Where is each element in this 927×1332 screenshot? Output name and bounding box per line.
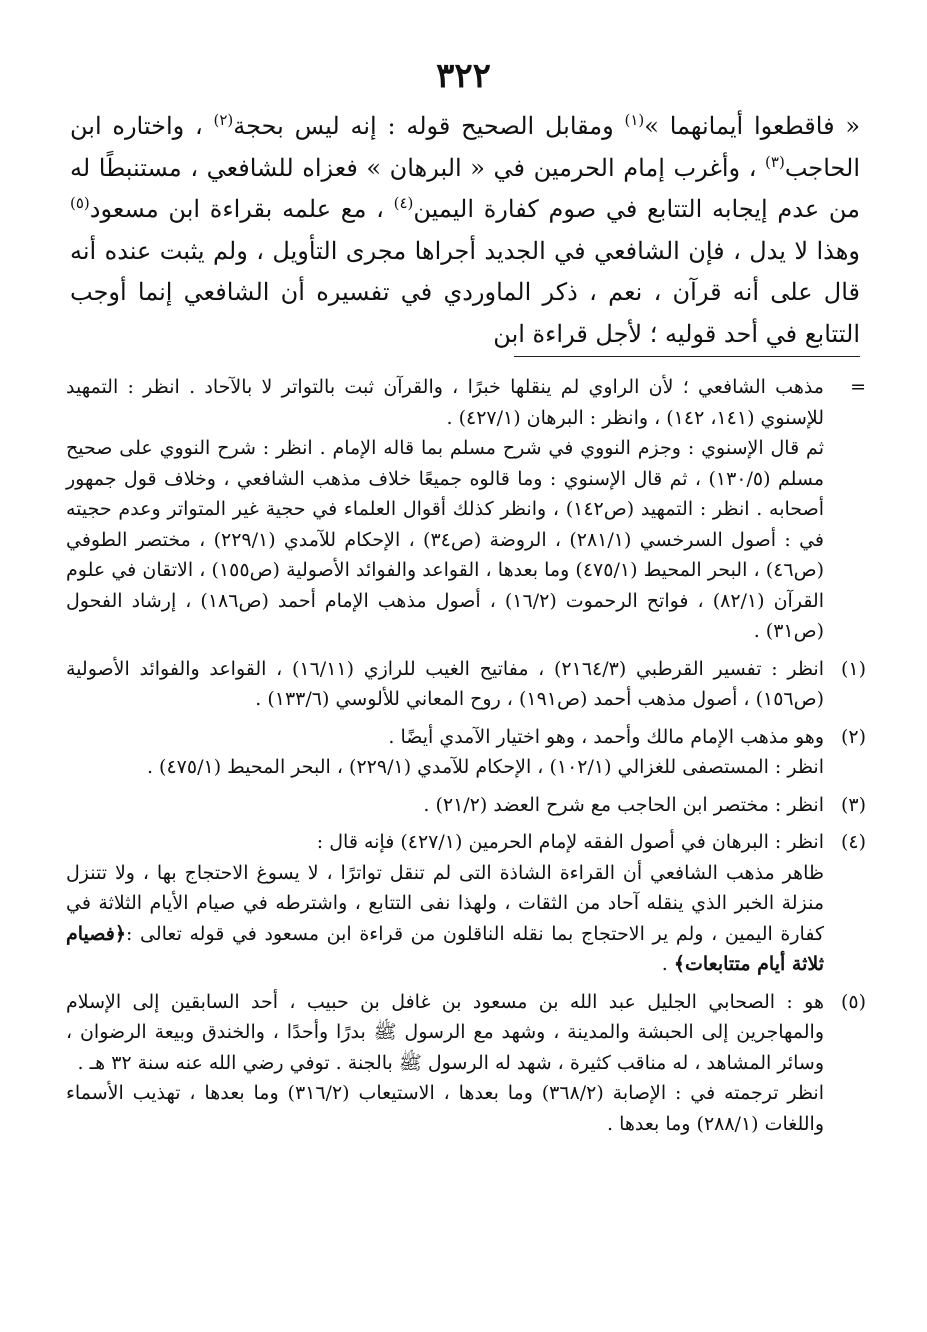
text-segment: « فاقطعوا أيمانهما »: [644, 112, 861, 140]
page-number: ٣٢٢: [436, 56, 491, 96]
footnote-text: انظر : البرهان في أصول الفقه لإمام الحرمين (٤٢٧/١) فإنه قال :: [316, 831, 824, 853]
footnote-continuation: [66, 372, 866, 647]
text-segment: ، وأغرب إمام الحرمين في « البرهان » فعزاه للشافعي ، مستنبطًا له من عدم إيجابه التتابع في صوم كفارة اليمين: [70, 153, 861, 223]
footnote-4: [66, 827, 866, 980]
text-segment: وهذا لا يدل ، فإن الشافعي في الجديد أجراها مجرى التأويل ، ولم يثبت عنده أنه قال على أنه قرآن ، نعم ، ذكر الماوردي في تفسيره أن الشافعي إنما أوجب التتابع في أحد قوليه ؛ لأجل قراءة ابن: [70, 236, 860, 348]
footnote-2: [66, 722, 866, 783]
footnote-number: (٥): [840, 990, 866, 1013]
footnote-number: (١): [840, 657, 866, 680]
footnote-ref-5[interactable]: (٥): [70, 194, 90, 212]
footnote-ref-3[interactable]: (٣): [765, 152, 785, 171]
footnote-text: انظر ترجمته في : الإصابة (٣٦٨/٢) وما بعدها ، الاستيعاب (٣١٦/٢) وما بعدها ، تهذيب الأسماء واللغات (٢٨٨/١) وما بعدها .: [66, 1082, 824, 1135]
footnote-ref-4[interactable]: (٤): [393, 194, 414, 212]
footnote-divider: [514, 356, 860, 357]
footnote-ref-2[interactable]: (٢): [213, 111, 234, 129]
continuation-mark: =: [850, 376, 866, 398]
footnote-text: انظر : المستصفى للغزالي (١٠٢/١) ، الإحكام للآمدي (٢٢٩/١) ، البحر المحيط (٤٧٥/١) .: [146, 756, 824, 778]
text-segment: ، مع علمه بقراءة ابن مسعود: [89, 195, 394, 223]
footnote-3: [66, 790, 866, 821]
footnote-text: انظر : مختصر ابن الحاجب مع شرح العضد (٢١/٢) .: [423, 793, 824, 816]
footnote-text: ثم قال الإسنوي : وجزم النووي في شرح مسلم بما قاله الإمام . انظر : شرح النووي على صحيح مسلم (١٣٠/٥) ، ثم قال الإسنوي : وما قالوه جميعًا خلاف مذهب الشافعي ، وخلاف قول جمهور أصحابه . انظر : التمهيد (ص١٤٢) ، وانظر كذلك أقوال العلماء في حجية غير المتواتر وعدم حجيته في : أصول السرخسي (٢٨١/١) ، الروضة (ص٣٤) ، الإحكام للآمدي (٢٢٩/١) ، مختصر الطوفي (ص٤٦) ، البحر المحيط (٤٧٥/١) وما بعدها ، القواعد والفوائد الأصولية (ص١٥٥) ، الاتقان في علوم القرآن (٨٢/١) ، فواتح الرحموت (١٦/٢) ، أصول مذهب الإمام أحمد (ص١٨٦) ، إرشاد الفحول (ص٣١) .: [66, 437, 825, 642]
footnote-number: (٢): [840, 725, 866, 748]
footnote-text: مذهب الشافعي ؛ لأن الراوي لم ينقلها خبرًا ، والقرآن ثبت بالتواتر لا بالآحاد . انظر : التمهيد للإسنوي (١٤١، ١٤٢) ، وانظر : البرهان (٤٢٧/١) .: [66, 376, 824, 429]
quote-end: .: [661, 953, 674, 975]
footnote-text: انظر : تفسير القرطبي (٢١٦٤/٣) ، مفاتيح الغيب للرازي (١٦/١١) ، القواعد والفوائد الأصولية (ص١٥٦) ، أصول مذهب أحمد (ص١٩١) ، روح المعاني للألوسي (١٣٣/٦) .: [66, 657, 824, 710]
footnote-ref-1[interactable]: (١): [624, 111, 645, 129]
footnote-1: [66, 654, 866, 715]
footnote-text: هو : الصحابي الجليل عبد الله بن مسعود بن غافل بن حبيب ، أحد السابقين إلى الإسلام والمهاجرين إلى الحبشة والمدينة ، وشهد مع الرسول ﷺ بدرًا وأحدًا ، والخندق وبيعة الرضوان ، وسائر المشاهد ، له مناقب كثيرة ، شهد له الرسول ﷺ بالجنة . توفي رضي الله عنه سنة ٣٢ هـ .: [66, 990, 824, 1074]
footnote-5: [66, 987, 866, 1140]
text-segment: ، واختاره ابن الحاجب: [70, 112, 861, 182]
text-segment: ومقابل الصحيح قوله : إنه ليس بحجة: [233, 112, 625, 140]
footnote-number: (٤): [840, 831, 866, 853]
quote-text: ظاهر مذهب الشافعي أن القراءة الشاذة التى لم تنقل تواترًا ، لا يسوغ الاحتجاج بها ، ولا تتنزل منزلة الخبر الذي ينقله آحاد من الثقات ، ولهذا نفى التتابع ، واشترطه في صيام الأيام الثلاثة في كفارة اليمين ، ولم ير الاحتجاج بما نقله الناقلون من قراءة ابن مسعود في قوله تعالى :: [66, 861, 824, 945]
quran-verse: ﴿فصيام ثلاثة أيام متتابعات﴾: [66, 922, 824, 975]
footnotes-section: [66, 372, 866, 1146]
footnote-text: وهو مذهب الإمام مالك وأحمد ، وهو اختيار الآمدي أيضًا .: [388, 725, 824, 748]
footnote-quote: [66, 858, 824, 980]
main-paragraph: [70, 106, 860, 355]
main-text: [70, 106, 860, 355]
footnote-number: (٣): [840, 793, 866, 816]
